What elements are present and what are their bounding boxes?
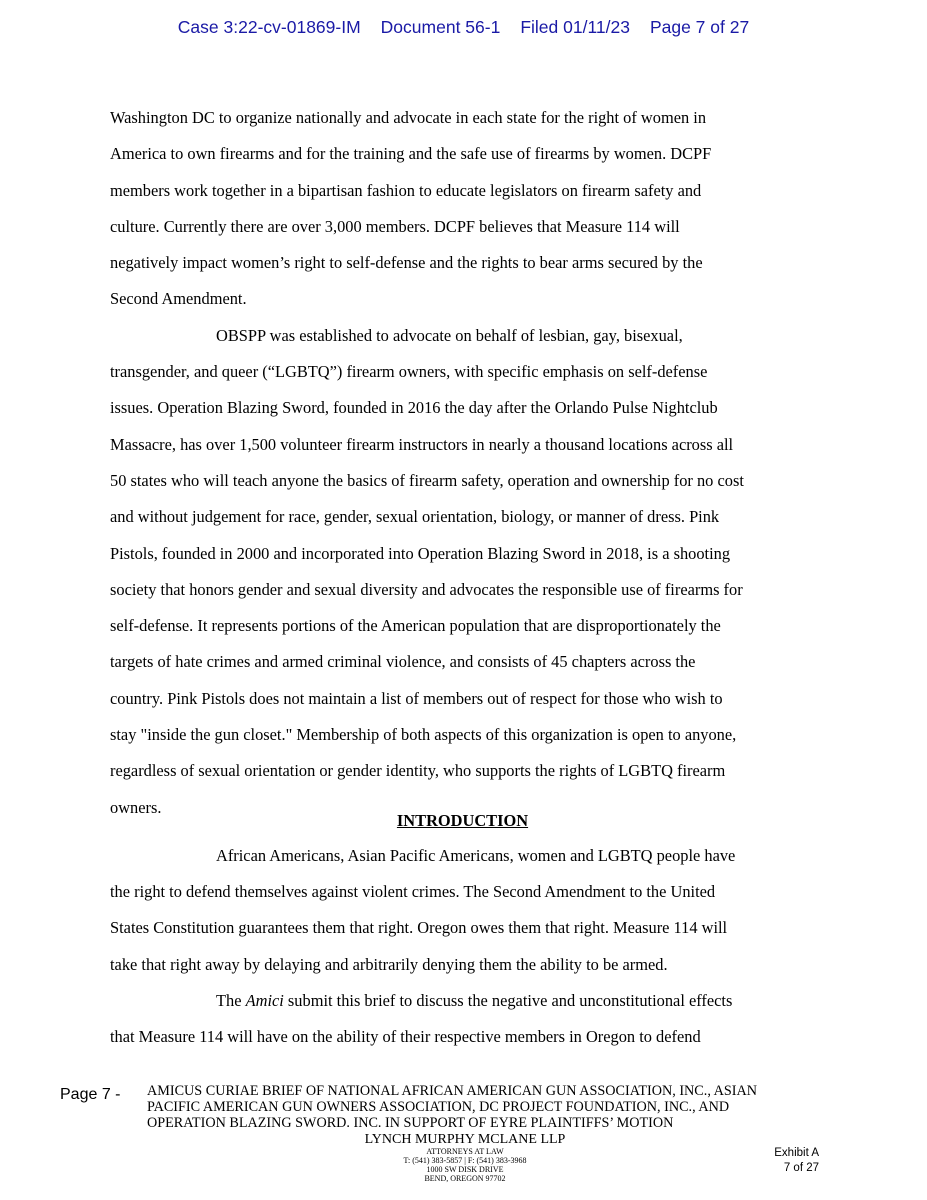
text-line: owners. [110, 797, 162, 817]
text-line: and without judgement for race, gender, sexual orientation, biology, or manner of dress. Pink [110, 507, 720, 527]
text-fragment: submit this brief to discuss the negative and unconstitutional effects [283, 990, 733, 1010]
paragraph-introduction [110, 838, 815, 983]
caption-line: PACIFIC AMERICAN GUN OWNERS ASSOCIATION, DC PROJECT FOUNDATION, INC., AND [147, 1099, 730, 1115]
exhibit-page: 7 of 27 [783, 1162, 819, 1174]
text-line: Washington DC to organize nationally and advocate in each state for the right of women in [110, 108, 707, 127]
text-line: country. Pink Pistols does not maintain a list of members out of respect for those who wish to [110, 688, 723, 708]
exhibit-stamp [774, 1146, 819, 1176]
firm-line: 1000 SW DISK DRIVE [426, 1165, 504, 1174]
text-line: African Americans, Asian Pacific Americans, women and LGBTQ people have [216, 845, 736, 865]
text-line: that Measure 114 will have on the ability of their respective members in Oregon to defend [110, 1027, 701, 1047]
caption-line: OPERATION BLAZING SWORD. INC. IN SUPPORT OF EYRE PLAINTIFFS’ MOTION [147, 1115, 674, 1131]
text-line: OBSPP was established to advocate on behalf of lesbian, gay, bisexual, [216, 325, 683, 345]
text-line: society that honors gender and sexual diversity and advocates the responsible use of firearms for [110, 579, 743, 599]
text-line: Second Amendment. [110, 289, 247, 309]
caption-line: AMICUS CURIAE BRIEF OF NATIONAL AFRICAN AMERICAN GUN ASSOCIATION, INC., ASIAN [147, 1083, 757, 1099]
text-line: America to own firearms and for the training and the safe use of firearms by women. DCPF [110, 144, 712, 164]
case-number: Case 3:22-cv-01869-IM [177, 17, 361, 37]
text-fragment: The [216, 990, 246, 1010]
footer-caption [147, 1083, 827, 1131]
text-line: members work together in a bipartisan fashion to educate legislators on firearm safety and [110, 180, 702, 200]
text-line: transgender, and queer (“LGBTQ”) firearm owners, with specific emphasis on self-defense [110, 362, 708, 382]
text-line [110, 983, 815, 1019]
text-line: take that right away by delaying and arbitrarily denying them the ability to be armed. [110, 954, 668, 974]
case-header [0, 17, 927, 38]
paragraph-obspp [110, 318, 815, 817]
amici-italic: Amici [245, 990, 284, 1010]
text-line: Massacre, has over 1,500 volunteer firearm instructors in nearly a thousand locations across all [110, 434, 734, 454]
text-line: regardless of sexual orientation or gender identity, who supports the rights of LGBTQ firearm [110, 761, 726, 781]
text-line: 50 states who will teach anyone the basics of firearm safety, operation and ownership for no cost [110, 470, 744, 490]
filed-date: Filed 01/11/23 [520, 17, 630, 37]
text-line: targets of hate crimes and armed criminal violence, and consists of 45 chapters across the [110, 652, 696, 672]
footer-page-label: Page 7 - [60, 1086, 121, 1103]
law-firm-block [300, 1132, 630, 1183]
paragraph-amici [110, 983, 815, 1056]
paragraph-dcpf [110, 100, 815, 318]
text-line: stay "inside the gun closet." Membership of both aspects of this organization is open to anyone, [110, 725, 737, 745]
document-number: Document 56-1 [380, 17, 501, 37]
text-line: negatively impact women’s right to self-defense and the rights to bear arms secured by the [110, 253, 703, 273]
firm-name: LYNCH MURPHY MCLANE LLP [364, 1132, 566, 1147]
firm-line: BEND, OREGON 97702 [424, 1174, 506, 1183]
text-line: the right to defend themselves against violent crimes. The Second Amendment to the United [110, 881, 716, 901]
firm-line: T: (541) 383-5857 | F: (541) 383-3968 [403, 1156, 527, 1165]
section-heading-introduction: INTRODUCTION [396, 810, 529, 830]
text-line: States Constitution guarantees them that right. Oregon owes them that right. Measure 114 will [110, 918, 728, 938]
text-line: self-defense. It represents portions of the American population that are disproportionately the [110, 616, 721, 636]
page-indicator: Page 7 of 27 [649, 17, 750, 37]
text-line: culture. Currently there are over 3,000 members. DCPF believes that Measure 114 will [110, 216, 680, 236]
text-line: Pistols, founded in 2000 and incorporated into Operation Blazing Sword in 2018, is a shooting [110, 543, 731, 563]
text-line: issues. Operation Blazing Sword, founded in 2016 the day after the Orlando Pulse Nightclub [110, 398, 718, 418]
document-body [110, 100, 815, 1055]
firm-line: ATTORNEYS AT LAW [426, 1147, 504, 1156]
exhibit-label: Exhibit A [774, 1147, 819, 1159]
